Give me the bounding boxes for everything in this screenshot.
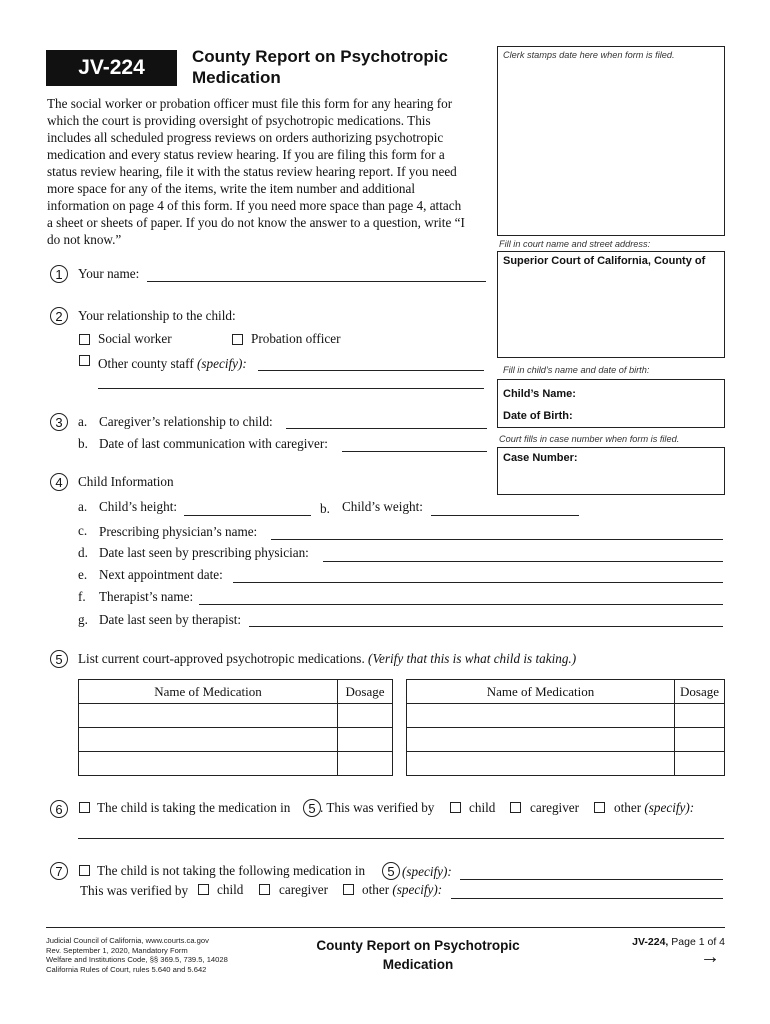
col-dosage: Dosage [338, 680, 393, 704]
item-7-specify: (specify): [402, 864, 452, 879]
child-note: Fill in child’s name and date of birth: [503, 365, 650, 375]
item-4-label: Child Information [78, 474, 174, 489]
social-worker-checkbox[interactable] [79, 334, 90, 345]
therapist-name-field[interactable] [199, 604, 723, 605]
item-2-number: 2 [50, 307, 68, 325]
therapist-last-seen-field[interactable] [249, 626, 723, 627]
item-7-other-specify-field[interactable] [451, 898, 723, 899]
item-1-number: 1 [50, 265, 68, 283]
footer-page: JV-224, Page 1 of 4 [632, 936, 725, 948]
last-communication-field[interactable] [342, 451, 487, 452]
item-3a-letter: a. [78, 414, 88, 429]
form-title: County Report on Psychotropic Medication [192, 47, 448, 87]
medication-name-cell[interactable] [407, 728, 675, 752]
taking-medication-checkbox[interactable] [79, 802, 90, 813]
item-7-text: The child is not taking the following medication in [97, 863, 366, 878]
footer-rule [46, 927, 725, 928]
medication-name-cell[interactable] [79, 704, 338, 728]
probation-officer-label: Probation officer [251, 331, 341, 346]
item-6-specify-field[interactable] [78, 838, 724, 839]
item-4g-letter: g. [78, 612, 88, 627]
medication-name-cell[interactable] [407, 752, 675, 776]
item-7-other-label: other (specify): [362, 882, 443, 897]
item-7-caregiver-label: caregiver [279, 882, 329, 897]
item-3a-label: Caregiver’s relationship to child: [99, 414, 273, 429]
item-7-specify-field[interactable] [460, 879, 723, 880]
social-worker-label: Social worker [98, 331, 172, 346]
item-7-verified-text: This was verified by [80, 883, 189, 898]
medication-table-left [78, 679, 393, 776]
item-4a-letter: a. [78, 499, 88, 514]
col-dosage: Dosage [675, 680, 725, 704]
verified-other-checkbox[interactable] [594, 802, 605, 813]
dosage-cell[interactable] [338, 728, 393, 752]
dob-label: Date of Birth: [503, 410, 573, 422]
item-3b-label: Date of last communication with caregiver: [99, 436, 328, 451]
item-4f-letter: f. [78, 589, 86, 604]
item-7-caregiver-checkbox[interactable] [259, 884, 270, 895]
col-medication-name: Name of Medication [407, 680, 675, 704]
dosage-cell[interactable] [338, 704, 393, 728]
clerk-stamp-box[interactable] [497, 46, 725, 236]
medication-name-cell[interactable] [79, 728, 338, 752]
dosage-cell[interactable] [675, 728, 725, 752]
item-6-ref-5: 5 [303, 799, 321, 817]
item-4c-label: Prescribing physician’s name: [99, 524, 258, 539]
item-3b-letter: b. [78, 436, 88, 451]
footer-citation: Judicial Council of California, www.courts.ca.gov Rev. September 1, 2020, Mandatory Form Welfare and Institutions Code, §§ 369.5, 739.5, 14028 California Rules of Court, rules 5.640 and 5.642 [46, 936, 228, 974]
other-staff-specify-field[interactable] [258, 370, 484, 371]
verified-other-label: other (specify): [614, 800, 695, 815]
verified-child-label: child [469, 800, 496, 815]
verified-child-checkbox[interactable] [450, 802, 461, 813]
item-5-number: 5 [50, 650, 68, 668]
item-4g-label: Date last seen by therapist: [99, 612, 242, 627]
case-number-label: Case Number: [503, 452, 578, 464]
item-4e-label: Next appointment date: [99, 567, 223, 582]
child-weight-field[interactable] [431, 515, 579, 516]
item-5-label: List current court-approved psychotropic medications. (Verify that this is what child is taking.) [78, 651, 577, 666]
item-7-ref-5: 5 [382, 862, 400, 880]
item-4d-letter: d. [78, 545, 88, 560]
col-medication-name: Name of Medication [79, 680, 338, 704]
prescribing-physician-field[interactable] [271, 539, 723, 540]
child-height-field[interactable] [184, 515, 311, 516]
court-label: Superior Court of California, County of [503, 255, 706, 267]
not-taking-medication-checkbox[interactable] [79, 865, 90, 876]
item-2-label: Your relationship to the child: [78, 308, 236, 323]
clerk-stamp-note: Clerk stamps date here when form is filed. [503, 50, 675, 60]
dosage-cell[interactable] [675, 704, 725, 728]
intro-paragraph: The social worker or probation officer must file this form for any hearing for which the court is providing oversight of psychotropic medications. This includes all scheduled progress reviews on orders authorizing psychotropic medication and every status review hearing. If you are filing this form for a status review hearing, file it with the status review hearing report. If you need more space for any of the items, write the item number and additional information on page 4 of this form. If you need more space than page 4, attach a sheet or sheets of paper. If you do not know the answer to a question, write “I do not know.” [47, 96, 465, 247]
court-note: Fill in court name and street address: [499, 239, 651, 249]
item-6-number: 6 [50, 800, 68, 818]
form-id: JV-224 [78, 56, 145, 79]
child-name-label: Child’s Name: [503, 388, 576, 400]
court-name-box[interactable] [497, 251, 725, 358]
item-3-number: 3 [50, 413, 68, 431]
item-7-other-checkbox[interactable] [343, 884, 354, 895]
item-6-verified-text: . This was verified by [320, 800, 435, 815]
dosage-cell[interactable] [338, 752, 393, 776]
item-7-number: 7 [50, 862, 68, 880]
physician-last-seen-field[interactable] [323, 561, 723, 562]
item-6-text: The child is taking the medication in [97, 800, 291, 815]
item-7-child-label: child [217, 882, 244, 897]
verified-caregiver-checkbox[interactable] [510, 802, 521, 813]
caregiver-relationship-field[interactable] [286, 428, 487, 429]
item-4b-letter: b. [320, 501, 330, 516]
dosage-cell[interactable] [675, 752, 725, 776]
item-4f-label: Therapist’s name: [99, 589, 194, 604]
other-county-staff-checkbox[interactable] [79, 355, 90, 366]
footer-title: County Report on Psychotropic Medication [316, 938, 520, 972]
other-staff-specify-field-2[interactable] [98, 388, 484, 389]
item-7-child-checkbox[interactable] [198, 884, 209, 895]
item-4-number: 4 [50, 473, 68, 491]
next-page-arrow-icon[interactable]: → [700, 946, 720, 968]
form-id-badge [46, 50, 177, 86]
item-4e-letter: e. [78, 567, 88, 582]
case-note: Court fills in case number when form is filed. [499, 434, 680, 444]
item-4a-label: Child’s height: [99, 499, 178, 514]
medication-table-right [406, 679, 725, 776]
verified-caregiver-label: caregiver [530, 800, 580, 815]
next-appointment-field[interactable] [233, 582, 723, 583]
your-name-field[interactable] [147, 281, 486, 282]
probation-officer-checkbox[interactable] [232, 334, 243, 345]
medication-name-cell[interactable] [407, 704, 675, 728]
item-1-label: Your name: [78, 266, 140, 281]
item-4c-letter: c. [78, 523, 88, 538]
other-county-staff-label: Other county staff (specify): [98, 356, 247, 371]
item-4b-label: Child’s weight: [342, 499, 423, 514]
item-4d-label: Date last seen by prescribing physician: [99, 545, 309, 560]
medication-name-cell[interactable] [79, 752, 338, 776]
